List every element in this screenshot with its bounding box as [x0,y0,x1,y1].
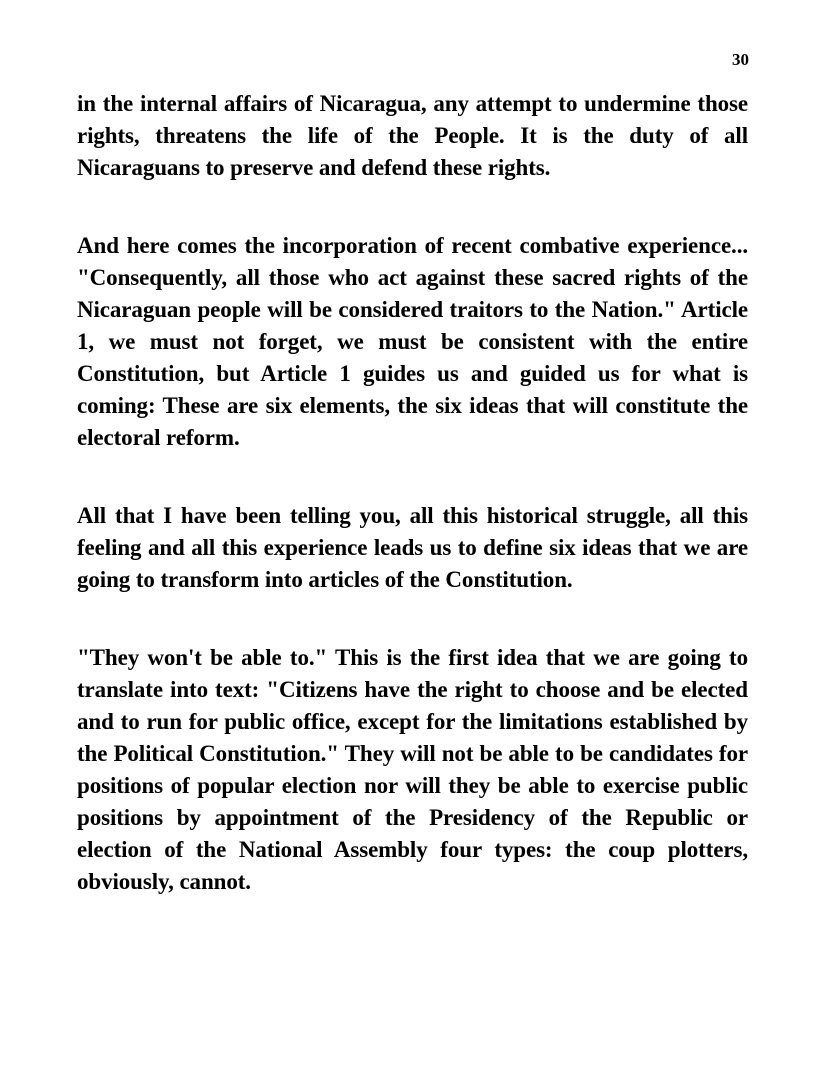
paragraph-3: All that I have been telling you, all this historical struggle, all this feeling and all this experience leads us to define six ideas that we are going to transform into articles of the Constitution. [77,503,748,592]
page-number: 30 [732,50,749,69]
paragraph-1: in the internal affairs of Nicaragua, any attempt to undermine those rights, threatens the life of the People. It is the duty of all Nicaraguans to preserve and defend these rights. [77,91,748,180]
body-text [77,88,748,944]
paragraph-4: "They won't be able to." This is the first idea that we are going to translate into text: "Citizens have the right to choose and be elected and to run for public office, except for the limitations established by the Political Constitution." They will not be able to be candidates for positions of popular election nor will they be able to exercise public positions by appointment of the Presidency of the Republic or election of the National Assembly four types: the coup plotters, obviously, cannot. [77,645,748,894]
paragraph-2: And here comes the incorporation of recent combative experience... "Consequently, all those who act against these sacred rights of the Nicaraguan people will be considered traitors to the Nation." Article 1, we must not forget, we must be consistent with the entire Constitution, but Article 1 guides us and guided us for what is coming: These are six elements, the six ideas that will constitute the electoral reform. [77,233,748,450]
